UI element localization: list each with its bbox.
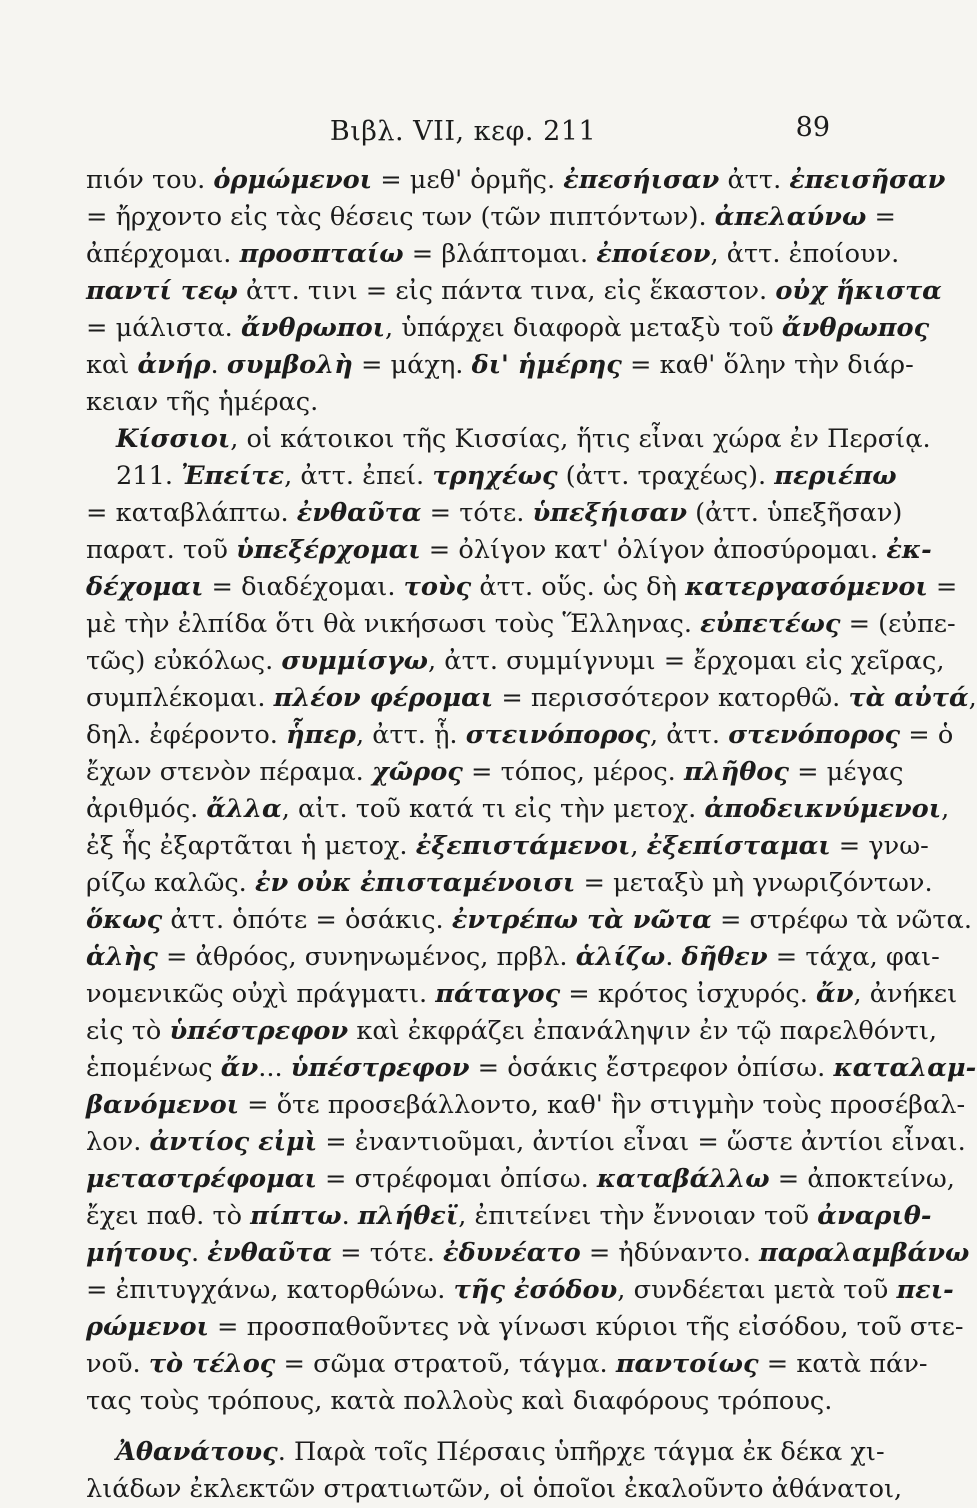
text-line: κειαν τῆς ἡμέρας. — [86, 387, 319, 417]
page-header — [0, 112, 926, 152]
text-line: 211. Ἐπείτε, ἀττ. ἐπεί. τρηχέως (ἀττ. τραχέως). περιέπω — [116, 461, 897, 491]
text-line: = ἐπιτυγχάνω, κατορθώνω. τῆς ἐσόδου, συνδέεται μετὰ τοῦ πει- — [86, 1275, 954, 1305]
text-line: παντί τεῳ ἀττ. τινι = εἰς πάντα τινα, εἰς ἕκαστον. οὐχ ἥκιστα — [86, 276, 942, 306]
text-line: ἑπομένως ἄν... ὑπέστρεφον = ὁσάκις ἔστρεφον ὀπίσω. καταλαμ- — [86, 1053, 977, 1083]
text-line: νομενικῶς οὐχὶ πράγματι. πάταγος = κρότος ἰσχυρός. ἄν, ἀνήκει — [86, 979, 958, 1009]
text-line: τας τοὺς τρόπους, κατὰ πολλοὺς καὶ διαφόρους τρόπους. — [86, 1386, 833, 1416]
text-line: συμπλέκομαι. πλέον φέρομαι = περισσότερον κατορθῶ. τὰ αὐτά, — [86, 683, 977, 713]
text-line: ἐξ ἧς ἐξαρτᾶται ἡ μετοχ. ἐξεπιστάμενοι, ἐξεπίσταμαι = γνω- — [86, 831, 929, 861]
text-line: λιάδων ἐκλεκτῶν στρατιωτῶν, οἱ ὁποῖοι ἐκαλοῦντο ἀθάνατοι, — [86, 1474, 903, 1504]
text-line: = μάλιστα. ἄνθρωποι, ὑπάρχει διαφορὰ μεταξὺ τοῦ ἄνθρωπος — [86, 313, 930, 343]
body-text — [86, 162, 977, 1508]
text-line: ἁλὴς = ἀθρόος, συνηνωμένος, πρβλ. ἁλίζω. δῆθεν = τάχα, φαι- — [86, 942, 940, 972]
text-line: μεταστρέφομαι = στρέφομαι ὀπίσω. καταβάλλω = ἀποκτείνω, — [86, 1164, 955, 1194]
text-line: δηλ. ἐφέροντο. ἧπερ, ἀττ. ᾗ. στεινόπορος, ἀττ. στενόπορος = ὁ — [86, 720, 954, 750]
text-line: νοῦ. τὸ τέλος = σῶμα στρατοῦ, τάγμα. παντοίως = κατὰ πάν- — [86, 1349, 928, 1379]
text-line: εἰς τὸ ὑπέστρεφον καὶ ἐκφράζει ἐπανάληψιν ἐν τῷ παρελθόντι, — [86, 1016, 938, 1046]
text-line: δέχομαι = διαδέχομαι. τοὺς ἀττ. οὕς. ὡς δὴ κατεργασόμενοι = — [86, 572, 958, 602]
paragraph-gap — [86, 1420, 831, 1434]
page-number: 89 — [795, 112, 830, 143]
text-line: τῶς) εὐκόλως. συμμίσγω, ἀττ. συμμίγνυμι = ἔρχομαι εἰς χεῖρας, — [86, 646, 945, 676]
text-line: καὶ ἀνήρ. συμβολὴ = μάχη. δι' ἡμέρης = καθ' ὅλην τὴν διάρ- — [86, 350, 914, 380]
text-line: λον. ἀντίος εἰμὶ = ἐναντιοῦμαι, ἀντίοι εἶναι = ὥστε ἀντίοι εἶναι. — [86, 1127, 966, 1157]
text-line: μὲ τὴν ἐλπίδα ὅτι θὰ νικήσωσι τοὺς Ἕλληνας. εὐπετέως = (εὐπε- — [86, 609, 956, 639]
text-line: ἔχει παθ. τὸ πίπτω. πλήθεϊ, ἐπιτείνει τὴν ἔννοιαν τοῦ ἀναριθ- — [86, 1201, 932, 1231]
text-line: μήτους. ἐνθαῦτα = τότε. ἐδυνέατο = ἠδύναντο. παραλαμβάνω — [86, 1238, 970, 1268]
text-line: ἀριθμός. ἄλλα, αἰτ. τοῦ κατά τι εἰς τὴν μετοχ. ἀποδεικνύμενοι, — [86, 794, 950, 824]
text-line: ἔχων στενὸν πέραμα. χῶρος = τόπος, μέρος. πλῆθος = μέγας — [86, 757, 904, 787]
text-line: = καταβλάπτω. ἐνθαῦτα = τότε. ὑπεξήισαν (ἀττ. ὑπεξῆσαν) — [86, 498, 903, 528]
text-line: Ἀθανάτους. Παρὰ τοῖς Πέρσαις ὑπῆρχε τάγμα ἐκ δέκα χι- — [116, 1437, 885, 1467]
text-line: παρατ. τοῦ ὑπεξέρχομαι = ὀλίγον κατ' ὀλίγον ἀποσύρομαι. ἐκ- — [86, 535, 932, 565]
text-line: ἀπέρχομαι. προσπταίω = βλάπτομαι. ἐποίεον, ἀττ. ἐποίουν. — [86, 239, 900, 269]
text-line: βανόμενοι = ὅτε προσεβάλλοντο, καθ' ἣν στιγμὴν τοὺς προσέβαλ- — [86, 1090, 966, 1120]
running-head: Βιβλ. VII, κεφ. 211 — [329, 116, 597, 147]
text-line: ρίζω καλῶς. ἐν οὐκ ἐπισταμένοισι = μεταξὺ μὴ γνωριζόντων. — [86, 868, 933, 898]
text-line: Κίσσιοι, οἱ κάτοικοι τῆς Κισσίας, ἥτις εἶναι χώρα ἐν Περσίᾳ. — [116, 424, 931, 454]
text-line: ρώμενοι = προσπαθοῦντες νὰ γίνωσι κύριοι τῆς εἰσόδου, τοῦ στε- — [86, 1312, 964, 1342]
text-line: = ἤρχοντο εἰς τὰς θέσεις των (τῶν πιπτόντων). ἀπελαύνω = — [86, 202, 896, 232]
text-line: ὅκως ἀττ. ὁπότε = ὁσάκις. ἐντρέπω τὰ νῶτα = στρέφω τὰ νῶτα. — [86, 905, 972, 935]
text-line: πιόν του. ὁρμώμενοι = μεθ' ὁρμῆς. ἐπεσήισαν ἀττ. ἐπεισῆσαν — [86, 165, 946, 195]
